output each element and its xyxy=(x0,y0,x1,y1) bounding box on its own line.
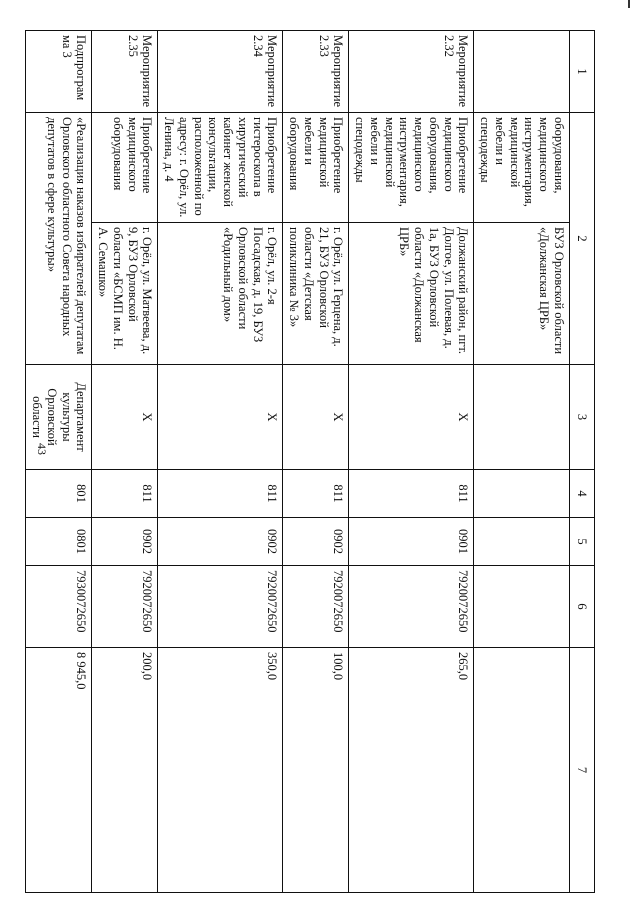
header-row xyxy=(570,31,595,893)
purpose-cell: оборудования, медицинского инструментария, медицинской мебели и спецодежды xyxy=(474,113,570,223)
amount-cell: 200,0 xyxy=(92,648,158,893)
header-cell-6: 6 xyxy=(570,566,595,648)
section-cell: 0902 xyxy=(92,518,158,566)
target-cell: 7920072650 xyxy=(349,566,474,648)
address-cell: г. Орёл, ул. 2-я Посадская, д. 19, БУЗ Орловской области «Родильный дом» xyxy=(158,223,283,365)
executor-cell: X xyxy=(283,365,349,470)
target-cell: 7920072650 xyxy=(92,566,158,648)
section-cell xyxy=(474,518,570,566)
amount-cell: 265,0 xyxy=(349,648,474,893)
amount-cell: 350,0 xyxy=(158,648,283,893)
scan-mark xyxy=(628,0,630,8)
executor-cell: X xyxy=(92,365,158,470)
target-cell: 7920072650 xyxy=(158,566,283,648)
table-row xyxy=(158,31,283,893)
subprogram-section: 0801 xyxy=(26,518,92,566)
row-label: Мероприятие 2.33 xyxy=(283,31,349,113)
code-cell: 811 xyxy=(349,470,474,518)
table-row xyxy=(283,31,349,893)
budget-table xyxy=(26,30,596,893)
section-cell: 0902 xyxy=(158,518,283,566)
code-cell xyxy=(474,470,570,518)
purpose-cell: Приобретение медицинской мебели и оборудования xyxy=(283,113,349,223)
executor-cell: X xyxy=(158,365,283,470)
header-cell-3: 3 xyxy=(570,365,595,470)
code-cell: 811 xyxy=(283,470,349,518)
row-label xyxy=(474,31,570,113)
row-label: Мероприятие 2.32 xyxy=(349,31,474,113)
subprogram-label: Подпрограмма 3 xyxy=(26,31,92,113)
table-row xyxy=(474,31,570,893)
code-cell: 811 xyxy=(92,470,158,518)
section-cell: 0901 xyxy=(349,518,474,566)
header-cell-5: 5 xyxy=(570,518,595,566)
amount-cell xyxy=(474,648,570,893)
table-row xyxy=(349,31,474,893)
header-cell-4: 4 xyxy=(570,470,595,518)
target-cell xyxy=(474,566,570,648)
table-row xyxy=(92,31,158,893)
executor-cell xyxy=(474,365,570,470)
row-label: Мероприятие 2.34 xyxy=(158,31,283,113)
subprogram-row xyxy=(26,31,92,893)
target-cell: 7920072650 xyxy=(283,566,349,648)
purpose-cell: Приобретение медицинского оборудования, медицинского инструментария, медицинской мебели и спецодежды xyxy=(349,113,474,223)
section-cell: 0902 xyxy=(283,518,349,566)
subprogram-code: 801 xyxy=(26,470,92,518)
amount-cell: 100,0 xyxy=(283,648,349,893)
page-number: 43 xyxy=(35,443,49,455)
address-cell: г. Орёл, ул. Герцена, д. 21, БУЗ Орловской области «Детская поликлиника № 3» xyxy=(283,223,349,365)
header-cell-1: 1 xyxy=(570,31,595,113)
address-cell: г. Орёл, ул. Матвеева, д. 9, БУЗ Орловской области «БСМП им. Н. А. Семашко» xyxy=(92,223,158,365)
row-label: Мероприятие 2.35 xyxy=(92,31,158,113)
address-cell: БУЗ Орловской области «Должанская ЦРБ» xyxy=(474,223,570,365)
subprogram-amount: 8 945,0 xyxy=(26,648,92,893)
purpose-cell: Приобретение гистероскопа в хирургический кабинет женской консультации, расположенной по адресу: г. Орёл, ул. Ленина, д. 4 xyxy=(158,113,283,223)
subprogram-title: «Реализация наказов избирателей депутатам Орловского областного Совета народных депутатов в сфере культуры» xyxy=(26,113,92,365)
code-cell: 811 xyxy=(158,470,283,518)
header-cell-2: 2 xyxy=(570,113,595,365)
address-cell: Должанский район, пгт. Долгое, ул. Полевая, д. 1а, БУЗ Орловской области «Должанская ЦРБ» xyxy=(349,223,474,365)
header-cell-7: 7 xyxy=(570,648,595,893)
subprogram-executor: Департамент культуры Орловской области xyxy=(26,365,92,470)
subprogram-target: 7930072650 xyxy=(26,566,92,648)
purpose-cell: Приобретение медицинского оборудования xyxy=(92,113,158,223)
executor-cell: X xyxy=(349,365,474,470)
